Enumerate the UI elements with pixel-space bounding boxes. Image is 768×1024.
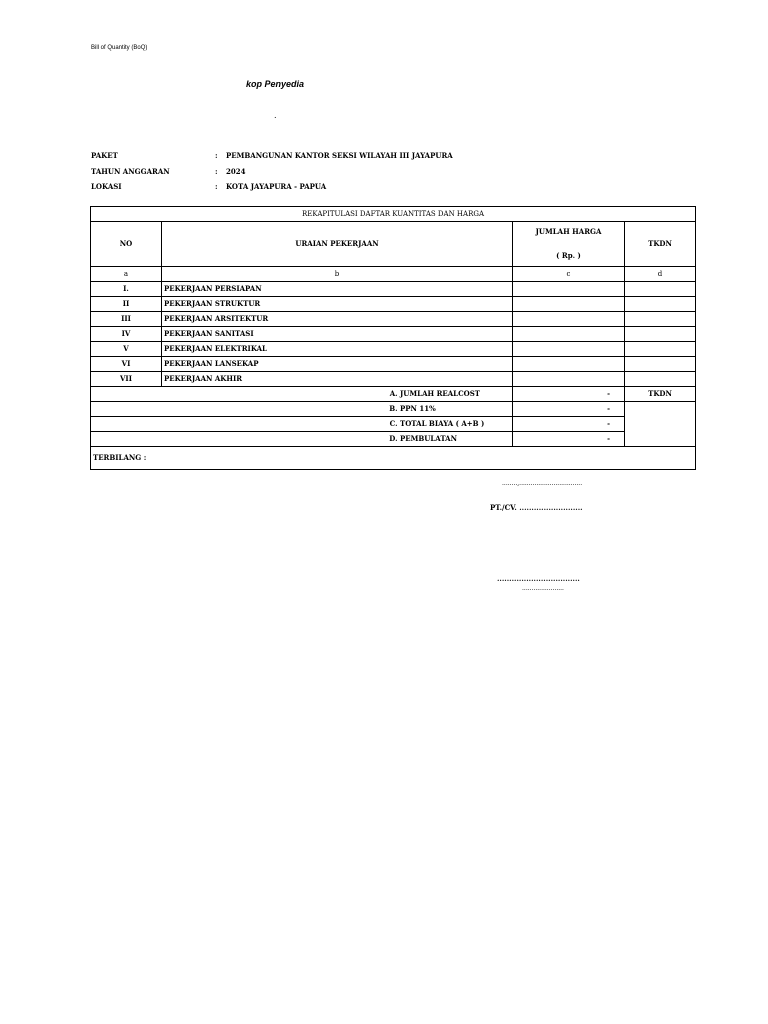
col-letter: b [162,267,513,282]
summary-value: - [513,387,625,402]
summary-text: PPN 11% [400,404,436,413]
info-colon: : [215,151,218,160]
info-label-lokasi: LOKASI [91,182,122,191]
info-value-paket: PEMBANGUNAN KANTOR SEKSI WILAYAH III JAYAPURA [226,151,453,160]
row-uraian: PEKERJAAN AKHIR [162,372,513,387]
table-row [91,342,696,357]
summary-letter: A. [389,389,398,398]
summary-label [91,402,513,417]
table-row [91,312,696,327]
terbilang-row [91,447,696,470]
info-colon: : [215,167,218,176]
signature-place-date: ........,................................. [502,480,583,487]
col-letter: c [513,267,625,282]
row-jumlah [513,357,625,372]
signature-company: PT./CV. .......................... [490,503,583,512]
summary-letter: C. [389,419,398,428]
row-jumlah [513,312,625,327]
row-tkdn [625,312,696,327]
table-title-row [91,207,696,222]
row-uraian: PEKERJAAN ELEKTRIKAL [162,342,513,357]
row-uraian: PEKERJAAN PERSIAPAN [162,282,513,297]
col-letter: a [91,267,162,282]
header-dot: . [274,111,277,120]
row-uraian: PEKERJAAN ARSITEKTUR [162,312,513,327]
summary-value: - [513,417,625,432]
col-header-tkdn: TKDN [625,222,696,267]
summary-text: JUMLAH REALCOST [400,389,481,398]
row-no: I. [91,282,162,297]
table-row [91,327,696,342]
row-jumlah [513,327,625,342]
summary-text: PEMBULATAN [400,434,457,443]
row-no: IV [91,327,162,342]
col-header-jumlah [513,222,625,267]
summary-text: TOTAL BIAYA ( A+B ) [400,419,485,428]
summary-label [91,387,513,402]
summary-letter: D. [389,434,398,443]
row-uraian: PEKERJAAN LANSEKAP [162,357,513,372]
summary-value: - [513,402,625,417]
summary-row-d [91,432,696,447]
col-letter: d [625,267,696,282]
summary-row-b [91,402,696,417]
boq-recap-table [90,206,696,470]
row-no: VII [91,372,162,387]
col-header-jumlah-label: JUMLAH HARGA [535,227,602,236]
row-tkdn [625,327,696,342]
kop-penyedia: kop Penyedia [246,79,305,89]
info-label-tahun: TAHUN ANGGARAN [91,167,170,176]
col-header-no: NO [91,222,162,267]
row-uraian: PEKERJAAN STRUKTUR [162,297,513,312]
row-no: II [91,297,162,312]
table-row [91,297,696,312]
row-tkdn [625,342,696,357]
row-jumlah [513,282,625,297]
row-tkdn [625,282,696,297]
table-letter-row [91,267,696,282]
row-tkdn [625,372,696,387]
row-no: V [91,342,162,357]
row-tkdn [625,357,696,372]
row-jumlah [513,342,625,357]
terbilang-label: TERBILANG : [91,447,696,470]
summary-value: - [513,432,625,447]
info-label-paket: PAKET [91,151,118,160]
col-header-uraian: URAIAN PEKERJAAN [162,222,513,267]
summary-tkdn-blank [625,402,696,447]
signature-position: ...................... [522,585,564,592]
table-title: REKAPITULASI DAFTAR KUANTITAS DAN HARGA [91,207,696,222]
row-no: III [91,312,162,327]
table-row [91,282,696,297]
info-value-tahun: 2024 [226,167,246,176]
document-header-title: Bill of Quantity (BoQ) [91,45,148,51]
summary-tkdn: TKDN [625,387,696,402]
table-row [91,357,696,372]
table-header-row [91,222,696,267]
summary-row-c [91,417,696,432]
row-jumlah [513,372,625,387]
summary-label [91,417,513,432]
summary-row-a [91,387,696,402]
info-value-lokasi: KOTA JAYAPURA - PAPUA [226,182,327,191]
table-row [91,372,696,387]
row-uraian: PEKERJAAN SANITASI [162,327,513,342]
info-colon: : [215,182,218,191]
row-jumlah [513,297,625,312]
col-header-jumlah-unit: ( Rp. ) [556,251,581,260]
summary-label [91,432,513,447]
row-no: VI [91,357,162,372]
row-tkdn [625,297,696,312]
summary-letter: B. [389,404,398,413]
signature-name: .................................. [497,574,580,583]
